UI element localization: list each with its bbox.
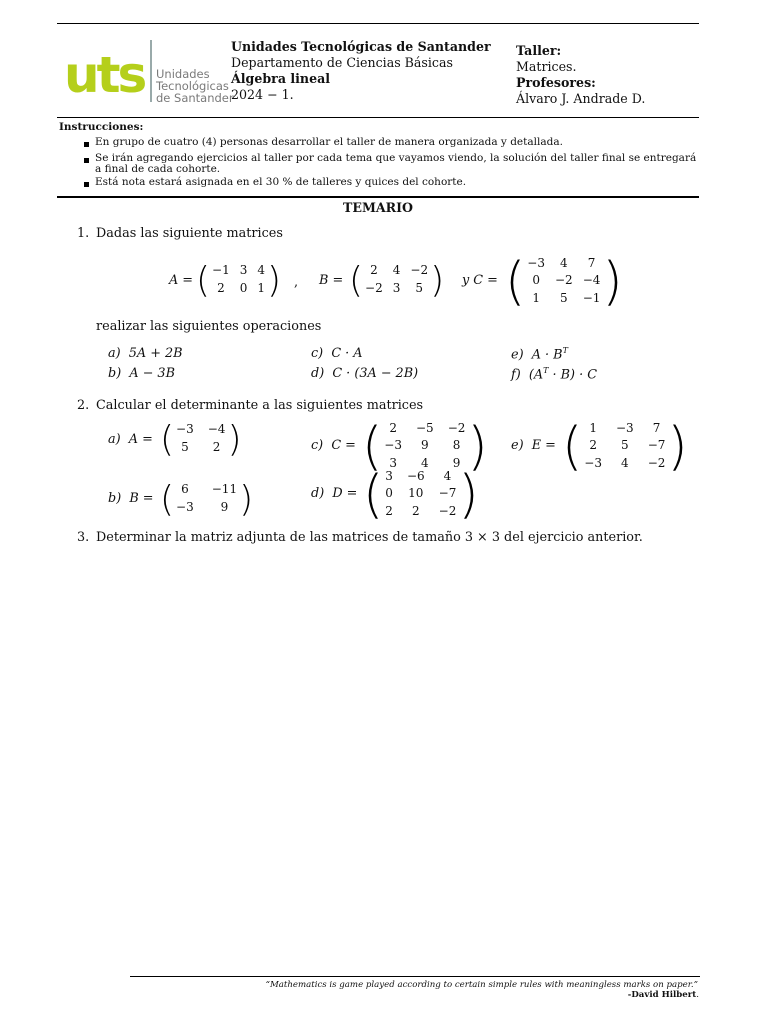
det-matrix-D: ( 3 −6 4 0 10 −7 2 2 −2 ) — [363, 465, 479, 525]
det-matrix-B: ( 6 −11 −3 9 ) — [160, 479, 254, 520]
comma: , — [294, 275, 299, 290]
det-c-label: c) C = — [311, 438, 356, 453]
footer-author-line: -David Hilbert. — [627, 990, 699, 1000]
matrix-B-label: B = — [319, 273, 344, 288]
course-name: Álgebra lineal — [231, 71, 331, 86]
exercise-1-text: Dadas las siguiente matrices — [96, 226, 283, 241]
instructions-title: Instrucciones: — [59, 121, 144, 133]
operation-d: d) C · (3A − 2B) — [311, 366, 419, 381]
right-paren: ) — [267, 260, 282, 301]
header-rule — [57, 117, 699, 118]
left-paren: ( — [196, 260, 211, 301]
header-taller — [516, 43, 645, 107]
exercise-2-text: Calcular el determinante a las siguientes matrices — [96, 398, 424, 413]
profesores-label: Profesores: — [516, 75, 596, 90]
operation-a: a) 5A + 2B — [108, 346, 183, 361]
matrix-C-label: y C = — [462, 273, 498, 288]
institution-name: Unidades Tecnológicas de Santander — [231, 39, 491, 54]
logo-divider — [150, 40, 152, 102]
logo-text: Unidades Tecnológicas de Santander — [156, 67, 234, 105]
operation-c: c) C · A — [311, 346, 363, 361]
det-e-label: e) E = — [511, 438, 556, 453]
matrix-A-body: −1 3 4 2 0 1 — [212, 263, 266, 295]
det-d-label: d) D = — [311, 486, 358, 501]
bullet-icon — [84, 158, 89, 163]
det-matrix-C: ( 2 −5 −2 −3 9 8 3 4 9 ) — [362, 417, 488, 477]
taller-value: Matrices. — [516, 59, 577, 74]
operation-f: f) $(A^T \cdot B) \cdot C$ — [511, 366, 598, 383]
operation-b: b) A − 3B — [108, 366, 175, 381]
bullet-icon — [84, 142, 89, 147]
logo-mark: uts — [64, 46, 145, 104]
section-title: TEMARIO — [342, 200, 413, 215]
footer-rule — [130, 976, 700, 977]
temario-rule — [57, 196, 699, 198]
exercise-2-number: 2. — [77, 398, 90, 413]
instruction-item: Está nota estará asignada en el 30 % de talleres y quices del cohorte. — [95, 176, 467, 188]
matrix-C: ( −3 4 7 0 −2 −4 1 5 −1 ) — [505, 252, 623, 312]
exercise-3-number: 3. — [77, 530, 90, 545]
operation-e: e) $A \cdot B^T$ — [511, 346, 568, 363]
footer-quote: “Mathematics is game played according to certain simple rules with meaningless marks on paper.” — [265, 980, 698, 990]
taller-label: Taller: — [516, 43, 562, 58]
instruction-item: En grupo de cuatro (4) personas desarrollar el taller de manera organizada y detallada. — [95, 136, 563, 148]
department-name: Departamento de Ciencias Básicas — [231, 55, 453, 70]
matrix-B: ( 2 4 −2 −2 3 5 ) — [349, 260, 445, 301]
det-matrix-A: ( −3 −4 5 2 ) — [160, 419, 242, 460]
matrix-A-label: A = — [169, 273, 194, 288]
bullet-icon — [84, 182, 89, 187]
instruction-item-continuation: a final de cada cohorte. — [95, 163, 221, 175]
det-matrix-E: ( 1 −3 7 2 5 −7 −3 4 −2 ) — [562, 417, 688, 477]
header-info — [231, 39, 491, 103]
footer-author: -David Hilbert — [627, 990, 697, 1000]
det-b-label: b) B = — [108, 491, 154, 506]
matrix-A — [196, 260, 282, 301]
exercise-1-text-2: realizar las siguientes operaciones — [96, 319, 322, 334]
exercise-3-text: Determinar la matriz adjunta de las matrices de tamaño 3 × 3 del ejercicio anterior. — [96, 530, 643, 545]
instruction-item: Se irán agregando ejercicios al taller por cada tema que vayamos viendo, la solución del taller final se entregará — [95, 152, 697, 164]
det-a-label: a) A = — [108, 432, 153, 447]
period: 2024 − 1. — [231, 87, 294, 102]
matrix-C-body: −3 4 7 0 −2 −4 1 5 −1 — [527, 256, 601, 305]
exercise-1-number: 1. — [77, 226, 90, 241]
profesores-value: Álvaro J. Andrade D. — [516, 91, 646, 106]
matrix-B-body: 2 4 −2 −2 3 5 — [365, 263, 429, 295]
top-rule — [57, 23, 699, 24]
